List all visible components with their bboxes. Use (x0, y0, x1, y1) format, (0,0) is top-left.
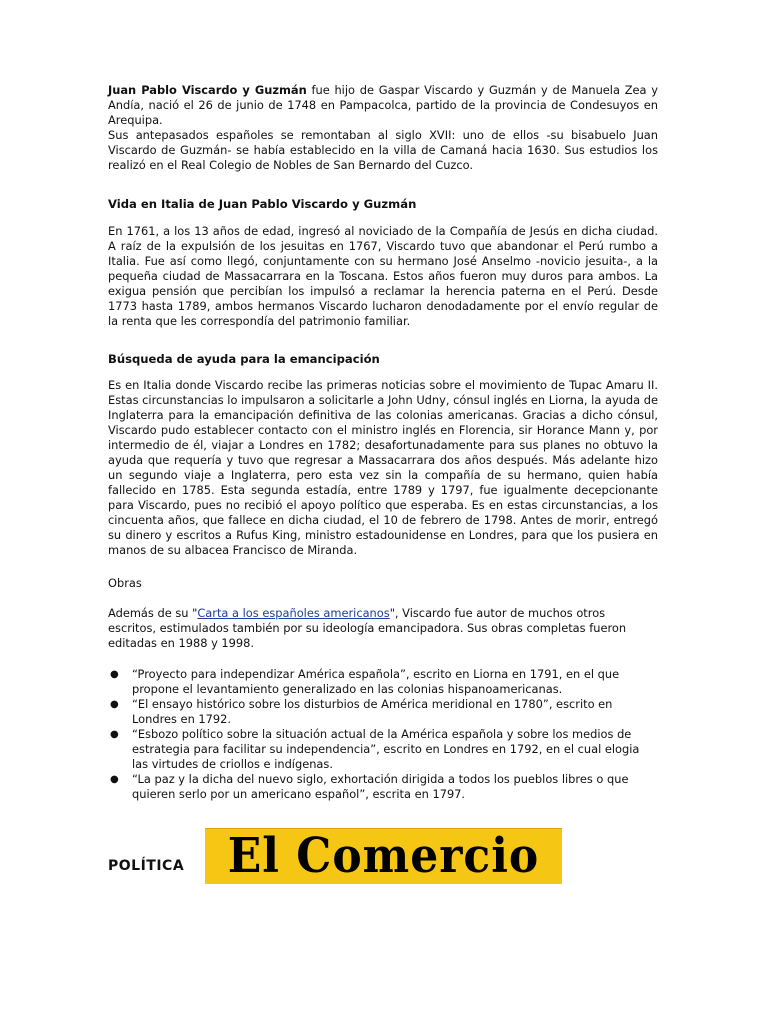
el-comercio-logo (205, 828, 562, 884)
obras-after-link: ", Viscardo fue autor de muchos otros escritos, estimulados también por su ideología emancipadora. Sus obras completas fueron editadas en 1988 y 1998. (108, 606, 627, 650)
list-item (108, 727, 643, 772)
document-body (108, 83, 658, 802)
obras-paragraph (108, 606, 643, 651)
logo-text: El Comercio (227, 828, 540, 884)
list-item (108, 772, 643, 802)
intro-text-1: fue hijo de Gaspar Viscardo y Guzmán y de Manuela Zea y Andía, nació el 26 de junio de 1748 en Pampacolca, partido de la provincia de Condesuyos en Arequipa. (108, 83, 658, 127)
obras-before-link: Además de su " (108, 606, 198, 620)
bullet-icon: ● (110, 774, 119, 785)
works-list (108, 667, 643, 802)
list-item-text: “Esbozo político sobre la situación actual de la América española y sobre los medios de estrategia para facilitar su independencia”, escrito en Londres en 1792, en el cual elogia las virtudes de criollos e indígenas. (132, 727, 640, 771)
list-item-text: “Proyecto para independizar América española”, escrito en Liorna en 1791, en el que propone el levantamiento generalizado en las colonias hispanoamericanas. (132, 667, 620, 696)
list-item (108, 697, 643, 727)
list-item-text: “El ensayo histórico sobre los disturbios de América meridional en 1780”, escrito en Londres en 1792. (132, 697, 613, 726)
list-item (108, 667, 643, 697)
bullet-icon: ● (110, 729, 119, 740)
bullet-icon: ● (110, 669, 119, 680)
list-item-text: “La paz y la dicha del nuevo siglo, exhortación dirigida a todos los pueblos libres o que quieren serlo por un americano español”, escrita en 1797. (132, 772, 629, 801)
obras-label: Obras (108, 576, 142, 590)
section-heading-italia: Vida en Italia de Juan Pablo Viscardo y Guzmán (108, 197, 417, 211)
bullet-icon: ● (110, 699, 119, 710)
intro-paragraph-2: Sus antepasados españoles se remontaban al siglo XVII: uno de ellos -su bisabuelo Juan Viscardo de Guzmán- se había establecido en la villa de Camaná hacia 1630. Sus estudios los realizó en el Real Colegio de Nobles de San Bernardo del Cuzco. (108, 128, 658, 172)
section-body-emancipacion: Es en Italia donde Viscardo recibe las primeras noticias sobre el movimiento de Tupac Amaru II. Estas circunstancias lo impulsaron a solicitarle a John Udny, cónsul inglés en Liorna, la ayuda de Inglaterra para la emancipación definitiva de las colonias americanas. Gracias a dicho cónsul, Viscardo pudo establecer contacto con el ministro inglés en Florencia, sir Horance Mann y, por intermedio de él, viajar a Londres en 1782; desafortunadamente para sus planes no obtuvo la ayuda que requería y tuvo que regresar a Massacarrara dos años después. Más adelante hizo un segundo viaje a Inglaterra, pero esta vez sin la compañía de su hermano, quien había fallecido en 1785. Esta segunda estadía, entre 1789 y 1797, fue igualmente decepcionante para Viscardo, pues no recibió el apoyo político que esperaba. Es en estas circunstancias, a los cincuenta años, que fallece en dicha ciudad, el 10 de febrero de 1798. Antes de morir, entregó su dinero y escritos a Rufus King, ministro estadounidense en Londres, para que los pusiera en manos de su albacea Francisco de Miranda. (108, 378, 658, 557)
section-heading-emancipacion: Búsqueda de ayuda para la emancipación (108, 352, 380, 366)
section-body-italia: En 1761, a los 13 años de edad, ingresó al noviciado de la Compañía de Jesús en dicha ciudad. A raíz de la expulsión de los jesuitas en 1767, Viscardo tuvo que abandonar el Perú rumbo a Italia. Fue así como llegó, conjuntamente con su hermano José Anselmo -novicio jesuita-, a la pequeña ciudad de Massacarrara en la Toscana. Estos años fueron muy duros para ambos. La exigua pensión que percibían los impulsó a reclamar la herencia paterna en el Perú. Desde 1773 hasta 1789, ambos hermanos Viscardo lucharon denodadamente por el envío regular de la renta que les correspondía del patrimonio familiar. (108, 224, 658, 328)
intro-name: Juan Pablo Viscardo y Guzmán (108, 83, 307, 97)
intro-paragraph-1 (108, 83, 658, 128)
section-label-politica: POLÍTICA (108, 858, 185, 874)
carta-link[interactable]: Carta a los españoles americanos (197, 606, 390, 620)
